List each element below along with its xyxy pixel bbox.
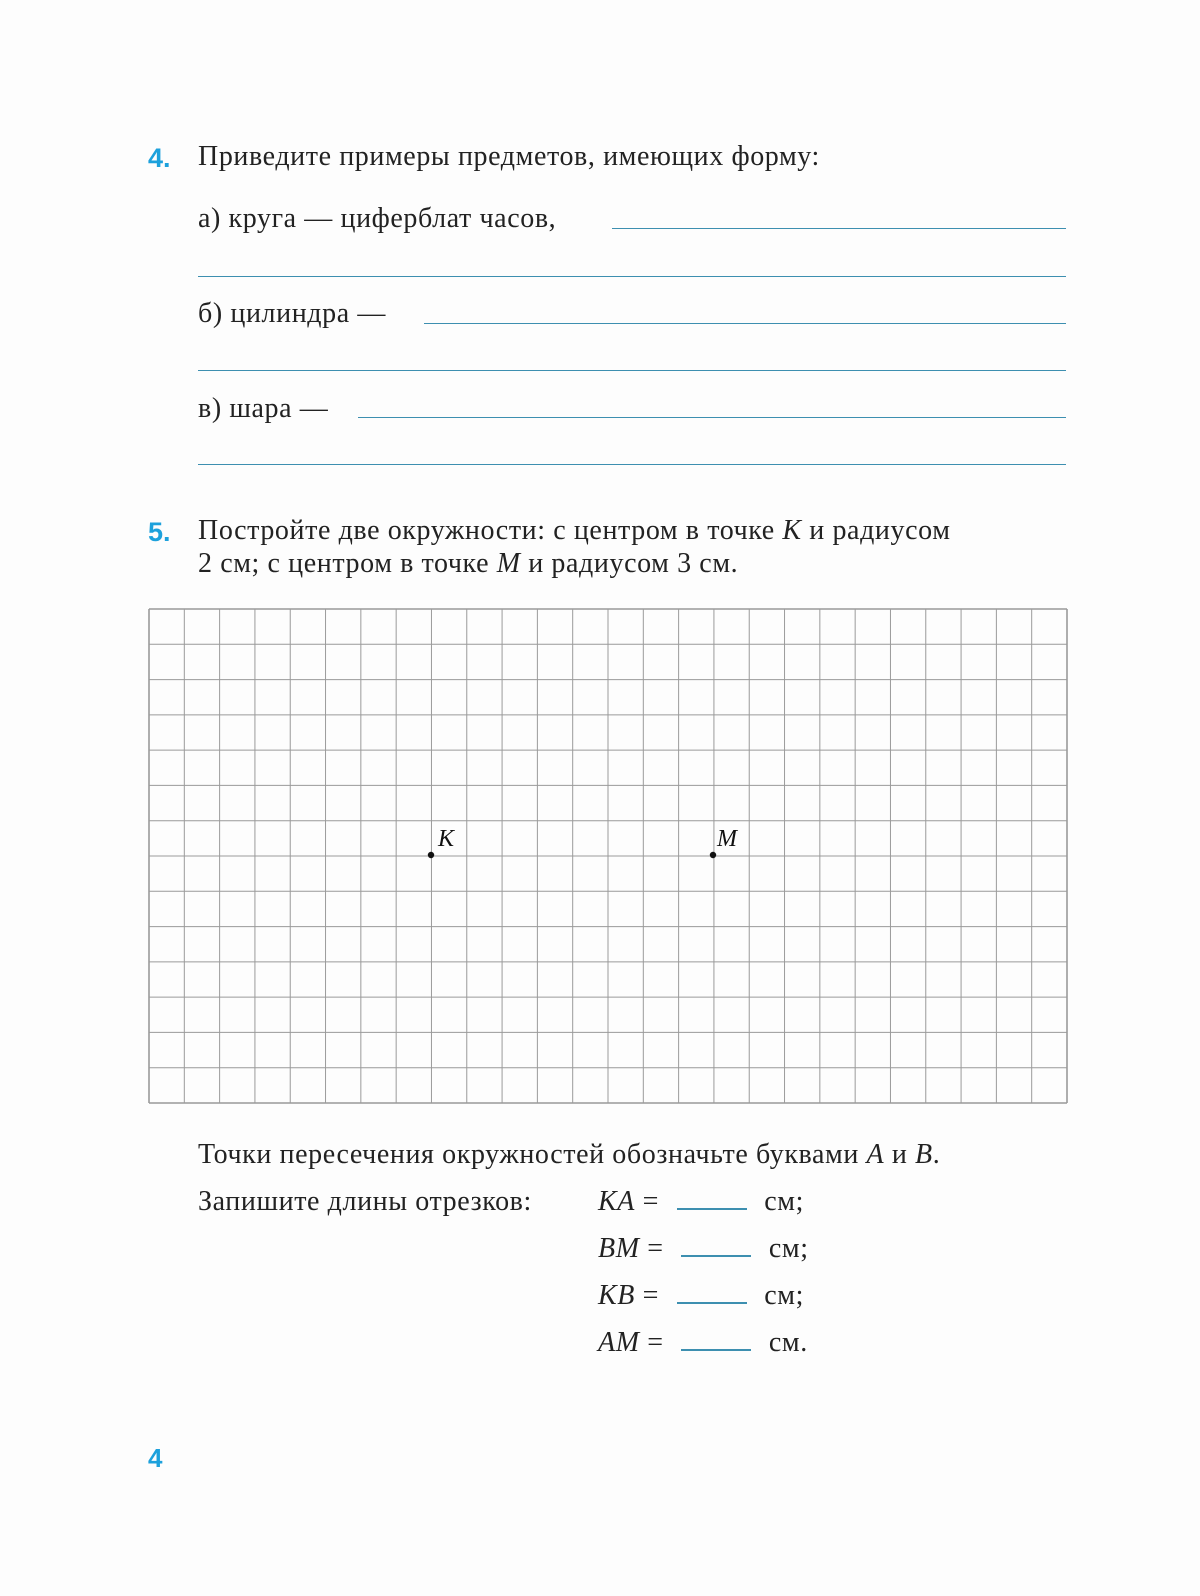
task-4-item-c-label: в) шара — [198,393,329,424]
segment-row-kb: KB = см; [598,1280,804,1311]
segment-name: AM [598,1327,640,1358]
segment-name: KB [598,1280,635,1311]
task-5-line-2: 2 см; с центром в точке M и радиусом 3 см. [198,548,739,579]
intersection-instruction: Точки пересечения окружностей обозначьте буквами A и B. [198,1139,941,1170]
task-4-question: Приведите примеры предметов, имеющих форму: [198,141,820,172]
segment-row-am: AM = см. [598,1327,808,1358]
answer-line-b-2[interactable] [198,370,1066,371]
task-4-item-b-label: б) цилиндра — [198,298,386,329]
point-k-label: K [438,826,455,852]
grid-lines [149,609,1067,1103]
point-k-ref: K [782,515,802,546]
task-4-item-a-label: а) круга — циферблат часов, [198,203,557,234]
segment-name: BM [598,1233,640,1264]
point-k-dot [428,852,434,858]
answer-line-c-2[interactable] [198,464,1066,465]
answer-line-c-1[interactable] [358,417,1066,418]
answer-blank-ka[interactable] [677,1208,747,1210]
letter-b: B [915,1139,933,1170]
square-grid[interactable] [148,608,1068,1105]
letter-a: A [866,1139,885,1170]
answer-line-b-1[interactable] [424,323,1066,324]
task-4-number: 4. [148,143,171,173]
segment-name: KA [598,1186,635,1217]
task-5-line-1: Постройте две окружности: с центром в точке K и радиусом [198,515,951,546]
answer-line-a-1[interactable] [612,228,1066,229]
answer-line-a-2[interactable] [198,276,1066,277]
point-m-ref: M [496,548,521,579]
answer-blank-bm[interactable] [681,1255,751,1257]
segment-row-bm: BM = см; [598,1233,809,1264]
task-5-number: 5. [148,517,171,547]
page-number: 4 [148,1443,163,1473]
segment-row-ka: KA = см; [598,1186,804,1217]
point-m-dot [710,852,716,858]
point-m-label: M [717,826,737,852]
answer-blank-kb[interactable] [677,1302,747,1304]
answer-blank-am[interactable] [681,1349,751,1351]
write-lengths-label: Запишите длины отрезков: [198,1186,532,1217]
